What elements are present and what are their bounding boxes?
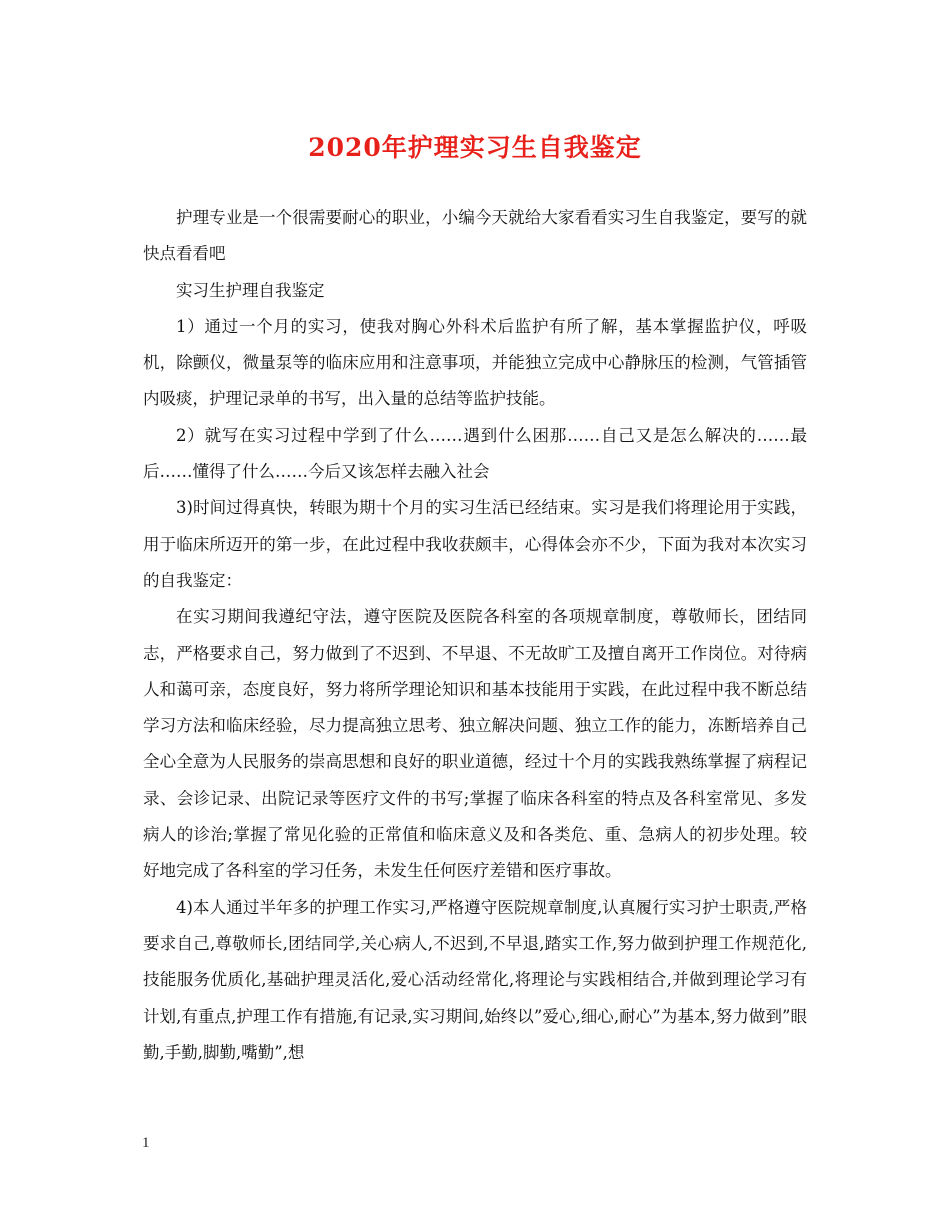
paragraph-internship-summary: 在实习期间我遵纪守法，遵守医院及医院各科室的各项规章制度，尊敬师长，团结同志，严格要求自己，努力做到了不迟到、不早退、不无故旷工及擅自离开工作岗位。对待病人和蔼可亲，态度良好，努力将所学理论知识和基本技能用于实践，在此过程中我不断总结学习方法和临床经验，尽力提高独立思考、独立解决问题、独立工作的能力，冻断培养自己全心全意为人民服务的崇高思想和良好的职业道德，经过十个月的实践我熟练掌握了病程记录、会诊记录、出院记录等医疗文件的书写;掌握了临床各科室的特点及各科室常见、多发病人的诊治;掌握了常见化验的正常值和临床意义及和各类危、重、急病人的初步处理。较好地完成了各科室的学习任务，未发生任何医疗差错和医疗事故。 (143, 607, 807, 881)
paragraph-item-2: 2）就写在实习过程中学到了什么……遇到什么困那……自己又是怎么解决的……最后……懂得了什么……今后又该怎样去融入社会 (143, 425, 807, 482)
paragraph-item-4: 4)本人通过半年多的护理工作实习,严格遵守医院规章制度,认真履行实习护士职责,严格要求自己,尊敬师长,团结同学,关心病人,不迟到,不早退,踏实工作,努力做到护理工作规范化,技能服务优质化,基础护理灵活化,爱心活动经常化,将理论与实践相结合,并做到理论学习有计划,有重点,护理工作有措施,有记录,实习期间,始终以”爱心,细心,耐心”为基本,努力做到”眼勤,手勤,脚勤,嘴勤”,想 (143, 897, 807, 1062)
page-number: 1 (142, 1135, 150, 1151)
paragraph-item-1: 1）通过一个月的实习，使我对胸心外科术后监护有所了解，基本掌握监护仪，呼吸机，除颤仪，微量泵等的临床应用和注意事项，并能独立完成中心静脉压的检测，气管插管内吸痰，护理记录单的书写，出入量的总结等监护技能。 (143, 316, 807, 409)
paragraph-item-3: 3)时间过得真快，转眼为期十个月的实习生活已经结束。实习是我们将理论用于实践，用于临床所迈开的第一步，在此过程中我收获颇丰，心得体会亦不少，下面为我对本次实习的自我鉴定： (143, 498, 807, 590)
paragraph-intro: 护理专业是一个很需要耐心的职业，小编今天就给大家看看实习生自我鉴定，要写的就快点看看吧 (143, 208, 807, 264)
document-body (143, 200, 807, 1071)
document-title: 2020年护理实习生自我鉴定 (308, 133, 642, 162)
paragraph-subheading: 实习生护理自我鉴定 (176, 280, 325, 300)
